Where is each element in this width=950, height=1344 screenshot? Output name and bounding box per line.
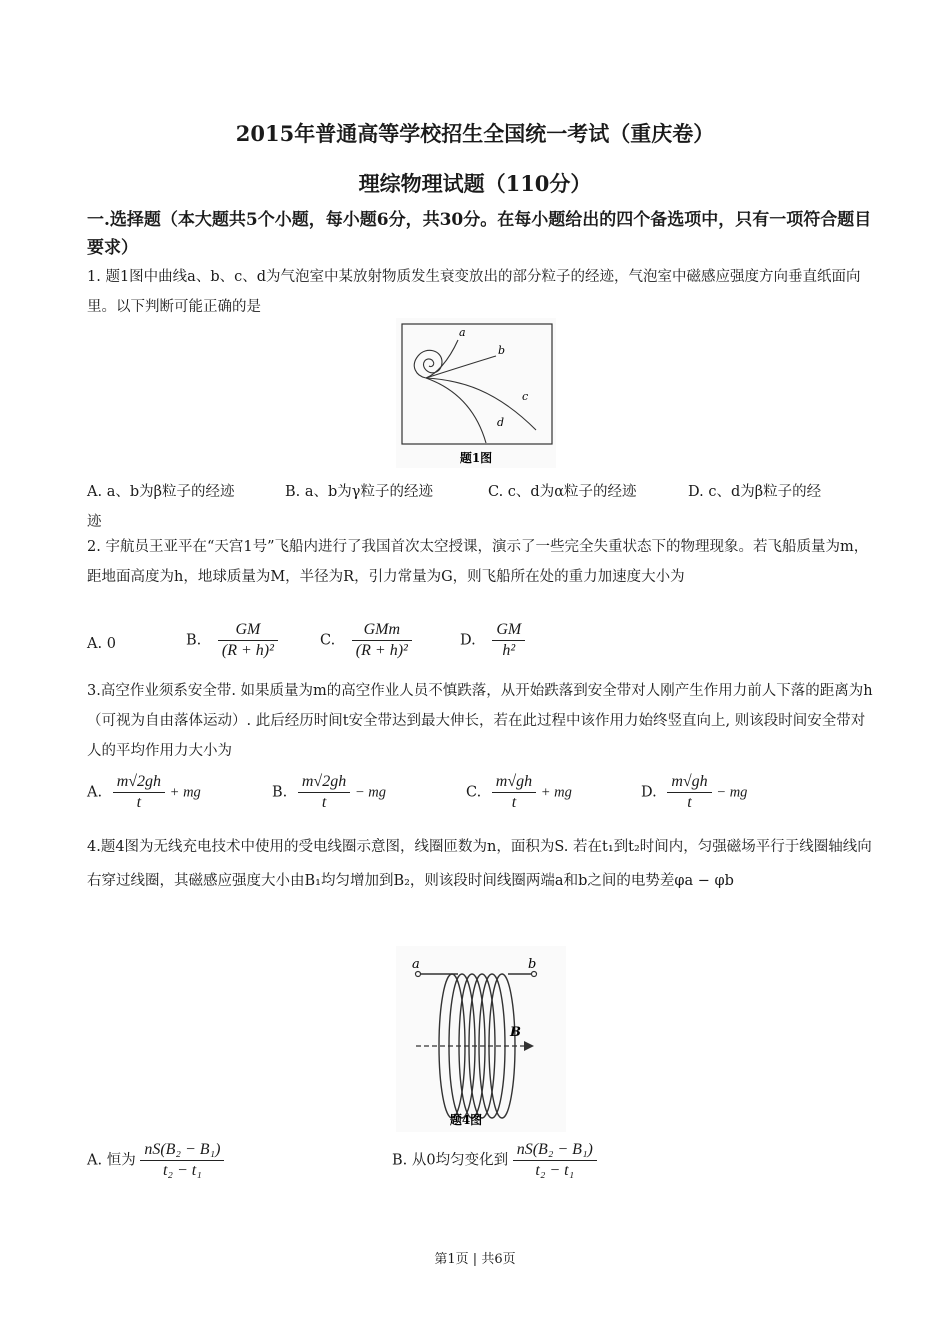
- coil-terminal-b-label: b: [528, 957, 537, 972]
- q1-option-a: A. a、b为β粒子的经迹: [87, 484, 235, 500]
- section-heading: 一.选择题（本大题共5个小题，每小题6分，共30分。在每小题给出的四个备选项中，只有一项符合题目要求）: [87, 210, 872, 258]
- figure-4: [396, 946, 566, 1132]
- receiving-coil-figure: [396, 946, 566, 1132]
- q2-option-b-denominator: (R + h)²: [221, 642, 274, 659]
- q2-option-c: [320, 620, 412, 661]
- q4-option-a-denominator: t₂ − t₁: [162, 1162, 202, 1179]
- q2-option-d-label: D.: [460, 632, 476, 649]
- q3-option-b-label: B.: [272, 784, 288, 801]
- q2-option-d-numerator: GM: [492, 620, 525, 641]
- exam-subtitle: 理综物理试题（110分）: [358, 171, 592, 196]
- bubble-chamber-tracks-figure: [396, 318, 556, 468]
- q4-option-b-fraction: [513, 1140, 597, 1181]
- q1-option-b: B. a、b为γ粒子的经迹: [285, 484, 433, 500]
- coil-terminal-a-label: a: [412, 957, 420, 972]
- q4-option-b-label: B. 从0均匀变化到: [392, 1152, 509, 1169]
- q3-option-a-denominator: t: [136, 794, 142, 811]
- question-3-text: 3.高空作业须系安全带. 如果质量为m的高空作业人员不慎跌落，从开始跌落到安全带对人刚产生作用力前人下落的距离为h（可视为自由落体运动）. 此后经历时间t安全带达到最大伸长，若在此过程中该作用力始终竖直向上, 则该段时间安全带对人的平均作用力大小为: [87, 683, 873, 759]
- q1-option-d: D. c、d为β粒子的经: [688, 484, 822, 500]
- track-label-b: b: [498, 344, 506, 357]
- q2-option-b: [186, 620, 278, 661]
- exam-title: 2015年普通高等学校招生全国统一考试（重庆卷）: [235, 121, 715, 146]
- q4-option-a: [87, 1140, 224, 1181]
- q3-option-a: [87, 772, 201, 813]
- q3-option-a-label: A.: [87, 784, 103, 801]
- q2-option-d: [460, 620, 525, 661]
- q1-option-c: C. c、d为α粒子的经迹: [488, 484, 637, 500]
- q3-option-d: [641, 772, 747, 813]
- q2-option-b-label: B.: [186, 632, 202, 649]
- q3-option-c-denominator: t: [511, 794, 517, 811]
- figure-1-caption: 题1图: [459, 451, 493, 465]
- q3-option-c: [466, 772, 572, 813]
- track-label-d: d: [497, 416, 505, 429]
- q2-option-c-fraction: [352, 620, 412, 661]
- track-label-a: a: [459, 326, 466, 339]
- q3-option-a-numerator: m√2gh: [113, 772, 165, 793]
- q3-option-b: [272, 772, 386, 813]
- q4-option-b-denominator: t₂ − t₁: [535, 1162, 575, 1179]
- track-label-c: c: [522, 390, 529, 403]
- q3-option-c-label: C.: [466, 784, 482, 801]
- q2-option-a: A. 0: [87, 636, 116, 652]
- q3-option-b-fraction: [298, 772, 350, 813]
- q2-option-c-numerator: GMm: [352, 620, 412, 641]
- q2-option-c-denominator: (R + h)²: [355, 642, 408, 659]
- q3-option-b-numerator: m√2gh: [298, 772, 350, 793]
- question-2-text: 2. 宇航员王亚平在“天宫1号”飞船内进行了我国首次太空授课，演示了一些完全失重状态下的物理现象。若飞船质量为m，距地面高度为h，地球质量为M，半径为R，引力常量为G，则飞船所在处的重力加速度大小为: [87, 539, 869, 585]
- q3-option-c-fraction: [492, 772, 536, 813]
- q2-option-d-fraction: [492, 620, 525, 661]
- q3-option-c-numerator: m√gh: [492, 772, 536, 793]
- q3-option-c-tail: + mg: [540, 784, 572, 801]
- q3-option-d-fraction: [667, 772, 711, 813]
- q3-option-d-numerator: m√gh: [667, 772, 711, 793]
- q2-option-c-label: C.: [320, 632, 336, 649]
- q3-option-d-denominator: t: [687, 794, 692, 811]
- q3-option-a-fraction: [113, 772, 165, 813]
- page-footer: 第1页 | 共6页: [434, 1252, 516, 1267]
- q4-option-b-numerator: nS(B₂ − B₁): [513, 1140, 597, 1161]
- figure-4-caption: 题4图: [449, 1113, 483, 1127]
- q2-option-b-numerator: GM: [218, 620, 278, 641]
- question-4-text: 4.题4图为无线充电技术中使用的受电线圈示意图，线圈匝数为n，面积为S. 若在t₁到t₂时间内，匀强磁场平行于线圈轴线向右穿过线圈，其磁感应强度大小由B₁均匀增加到B₂，则该段时间线圈两端a和b之间的电势差φa − φb: [87, 839, 872, 889]
- q4-option-a-fraction: [140, 1140, 224, 1181]
- magnetic-field-label: B: [510, 1025, 521, 1040]
- question-1-text: 1. 题1图中曲线a、b、c、d为气泡室中某放射物质发生衰变放出的部分粒子的经迹，气泡室中磁感应强度方向垂直纸面向里。以下判断可能正确的是: [87, 269, 861, 315]
- q2-option-b-fraction: [218, 620, 278, 661]
- q2-option-d-denominator: h²: [502, 642, 516, 659]
- q4-option-b: [392, 1140, 597, 1181]
- q3-option-b-tail: − mg: [354, 784, 386, 801]
- q3-option-d-label: D.: [641, 784, 657, 801]
- figure-1: [396, 318, 556, 468]
- q3-option-b-denominator: t: [321, 794, 327, 811]
- q3-option-a-tail: + mg: [169, 784, 201, 801]
- q1-option-d-wrap: 迹: [87, 514, 102, 530]
- q4-option-a-label: A. 恒为: [87, 1152, 136, 1169]
- q4-option-a-numerator: nS(B₂ − B₁): [140, 1140, 224, 1161]
- q3-option-d-tail: − mg: [716, 784, 748, 801]
